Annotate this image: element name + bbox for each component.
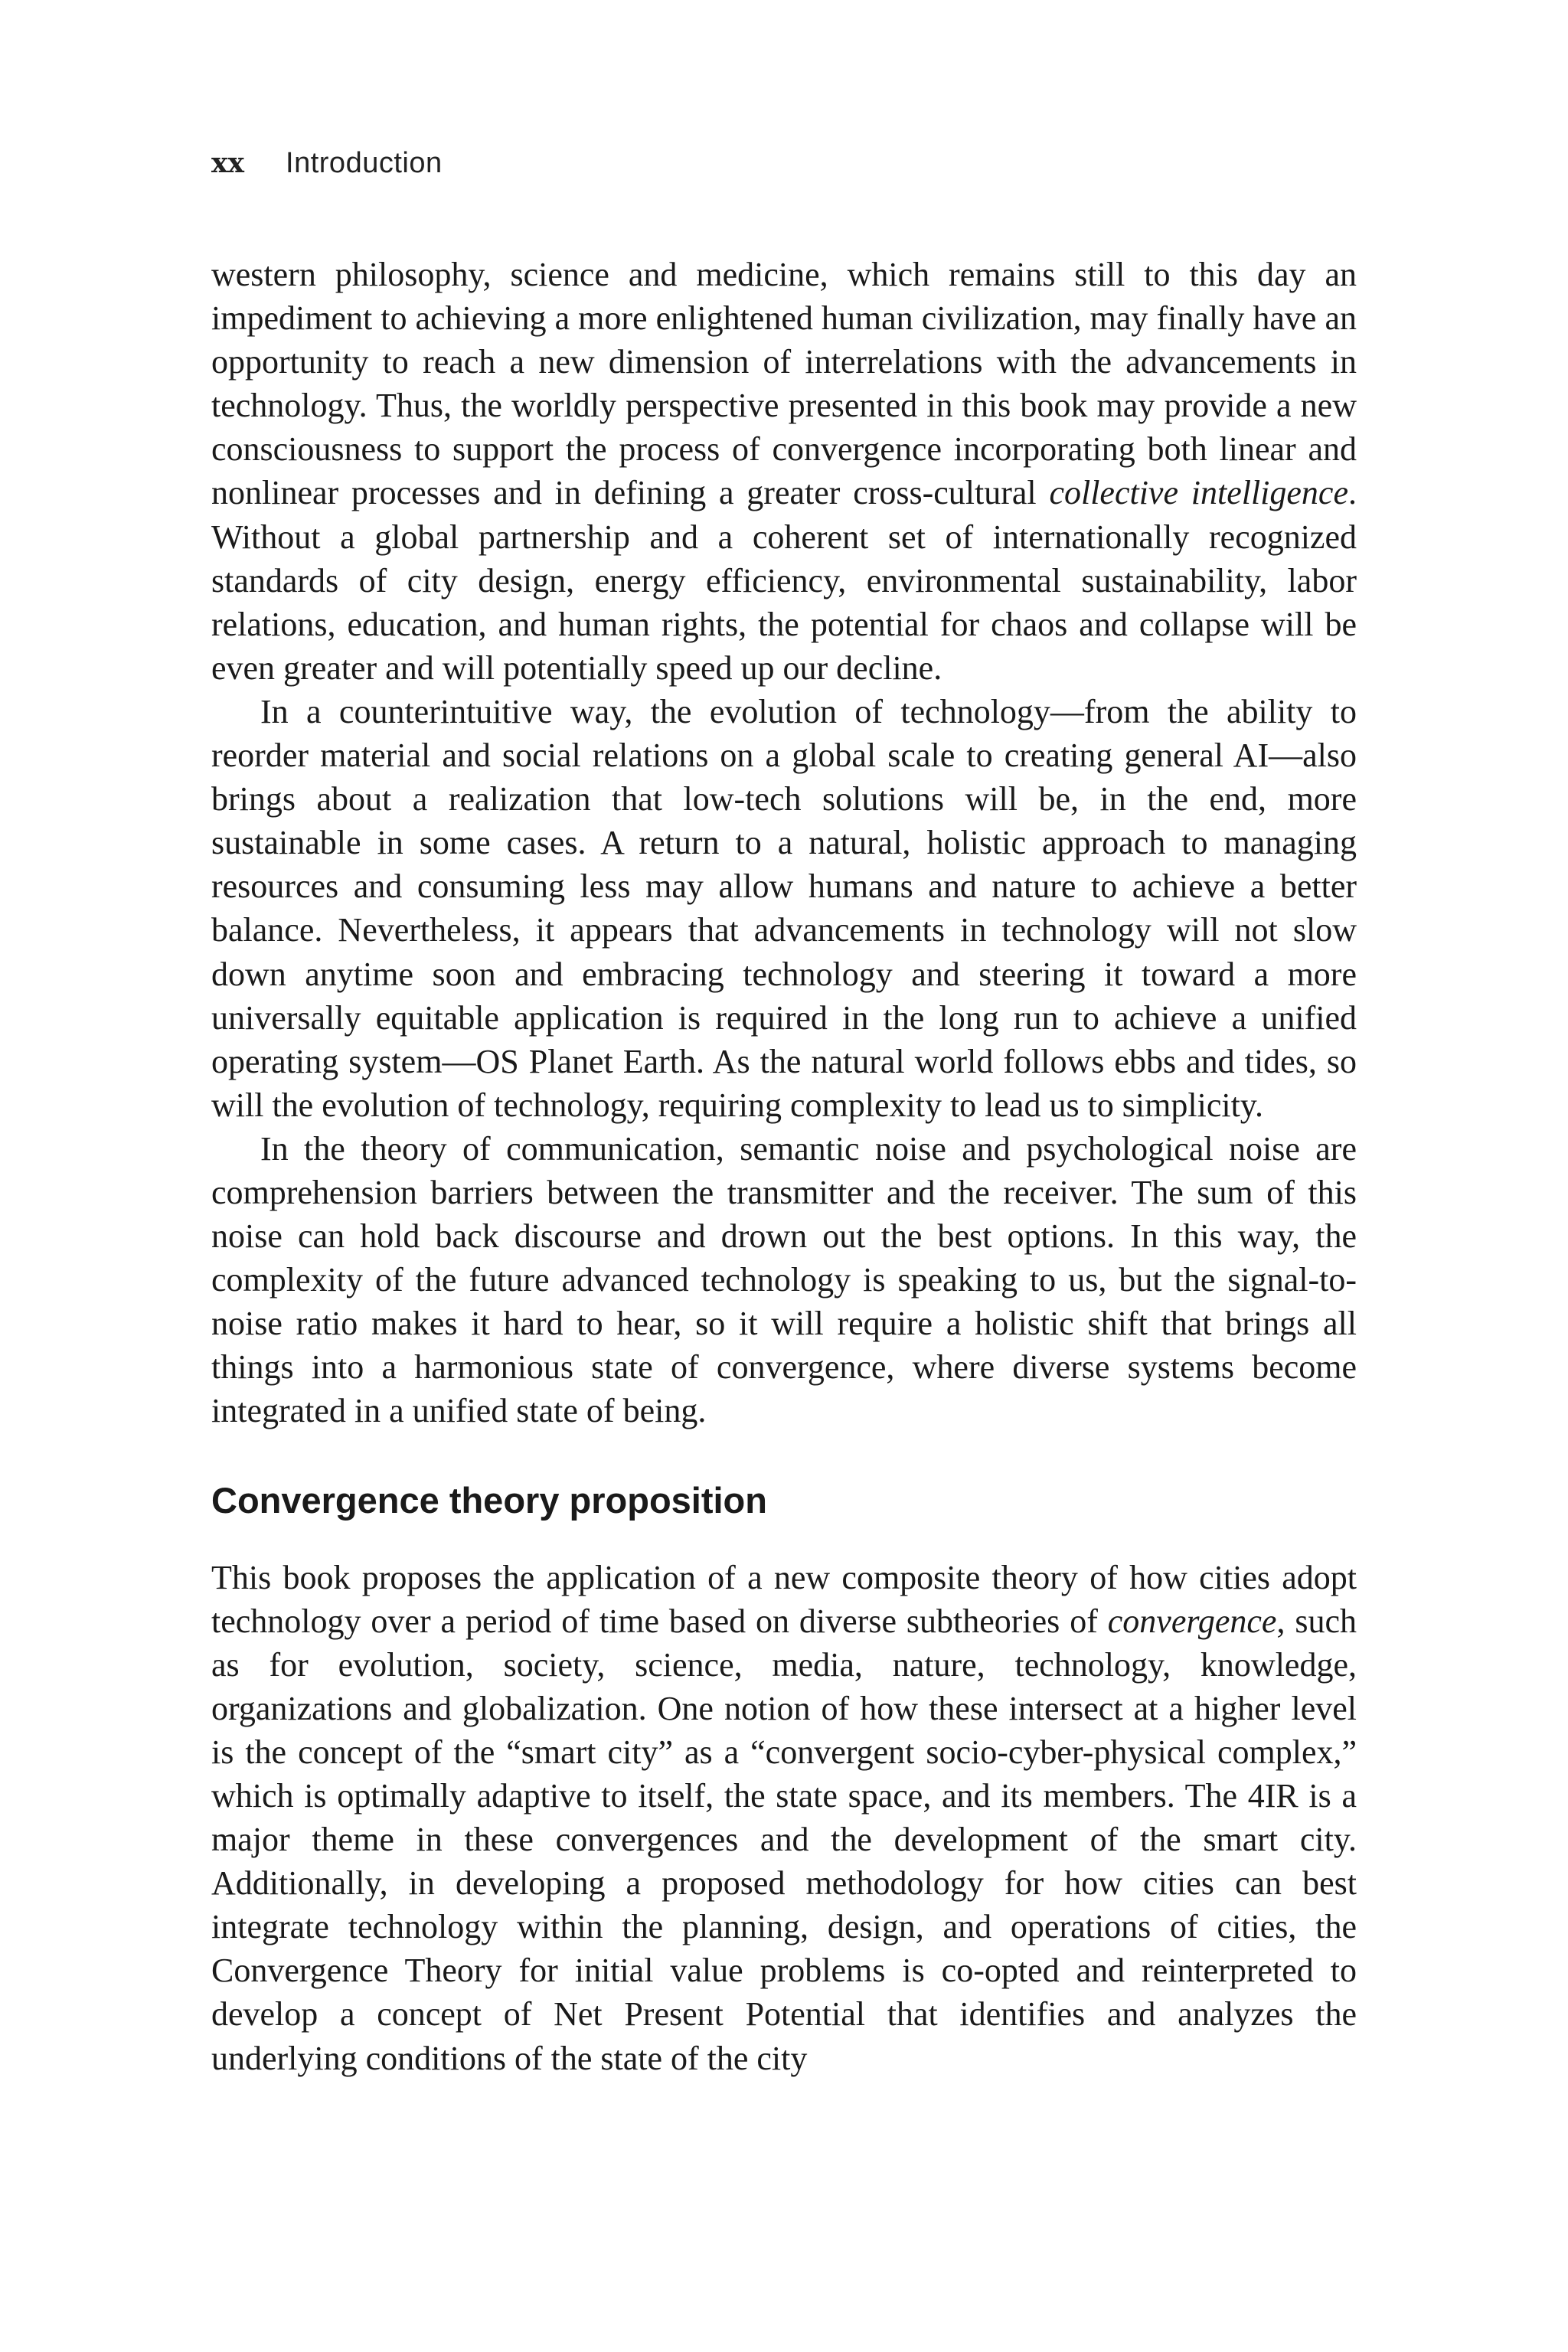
paragraph [211, 1556, 1357, 2080]
paragraph: In a counterintuitive way, the evolution of technology—from the ability to reorder material and social relations on a global scale to creating general AI—also brings about a realization that low-tech solutions will be, in the end, more sustainable in some cases. A return to a natural, holistic approach to managing resources and consuming less may allow humans and nature to achieve a better balance. Nevertheless, it appears that advancements in technology will not slow down anytime soon and embracing technology and steering it toward a more universally equitable application is required in the long run to achieve a unified operating system—OS Planet Earth. As the natural world follows ebbs and tides, so will the evolution of technology, requiring complexity to lead us to simplicity. [211, 692, 1357, 1124]
italic-term: convergence [1107, 1602, 1277, 1640]
paragraph-text: western philosophy, science and medicine, which remains still to this day an impediment to achieving a more enlightened human civilization, may finally have an opportunity to reach a new dimension of interrelations with the advancements in technology. Thus, the worldly perspective presented in this book may provide a new consciousness to support the process of convergence incorporating both linear and nonlinear processes and in defining a greater cross-cultural [211, 256, 1357, 512]
section-heading: Convergence theory proposition [211, 1479, 767, 1521]
paragraph: In the theory of communication, semantic noise and psychological noise are comprehension barriers between the transmitter and the receiver. The sum of this noise can hold back discourse and drown out the best options. In this way, the complexity of the future advanced technology is speaking to us, but the signal-to-noise ratio makes it hard to hear, so it will require a holistic shift that brings all things into a harmonious state of convergence, where diverse systems become integrated in a unified state of being. [211, 1129, 1357, 1430]
paragraph-text: . Without a global partnership and a coherent set of internationally recognized standards of city design, energy efficiency, environmental sustainability, labor relations, education, and human rights, the potential for chaos and collapse will be even greater and will potentially speed up our decline. [211, 474, 1357, 687]
italic-term: collective intelligence [1049, 474, 1348, 512]
paragraph-continued [211, 253, 1357, 690]
paragraph-text: , such as for evolution, society, science, media, nature, technology, knowledge, organizations and globalization. One notion of how these intersect at a higher level is the concept of the “smart city” as a “convergent socio-cyber-physical complex,” which is optimally adaptive to itself, the state space, and its members. The 4IR is a major theme in these convergences and the development of the smart city. Additionally, in developing a proposed methodology for how cities can best integrate technology within the planning, design, and operations of cities, the Convergence Theory for initial value problems is co-opted and reinterpreted to develop a concept of Net Present Potential that identifies and analyzes the underlying conditions of the state of the city [211, 1602, 1357, 2077]
page-number: xx [211, 147, 244, 179]
paragraph-text: This book proposes the application of a new composite theory of how cities adopt technology over a period of time based on diverse subtheories of [211, 1558, 1357, 1640]
body-text [211, 253, 1357, 2080]
running-head [211, 145, 443, 180]
chapter-title: Introduction [286, 147, 443, 179]
